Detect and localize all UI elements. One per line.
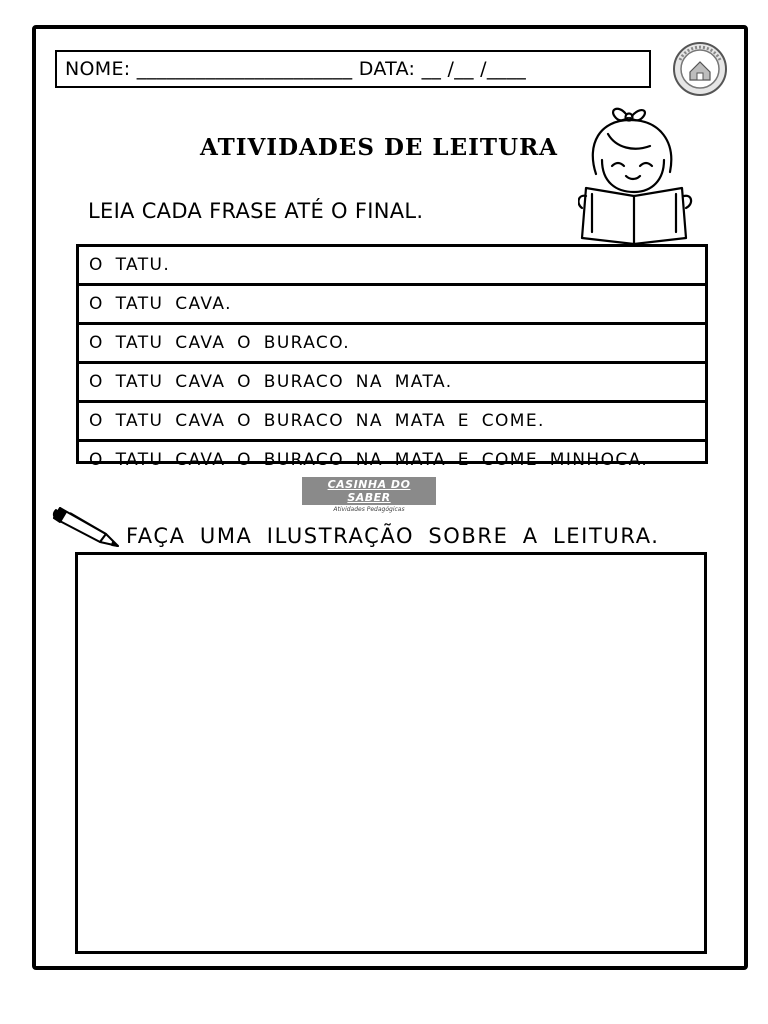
sentence-row: O TATU CAVA O BURACO NA MATA. bbox=[79, 364, 705, 403]
watermark-title: CASINHA DO SABER bbox=[302, 477, 436, 505]
watermark-subtitle: Atividades Pedagógicas bbox=[333, 506, 405, 513]
sentence-row: O TATU CAVA. bbox=[79, 286, 705, 325]
sentence-row: O TATU CAVA O BURACO. bbox=[79, 325, 705, 364]
sentence-row: O TATU. bbox=[79, 247, 705, 286]
illustration-prompt: FAÇA UMA ILUSTRAÇÃO SOBRE A LEITURA. bbox=[126, 524, 660, 548]
reading-girl-icon bbox=[578, 104, 704, 244]
watermark-logo bbox=[302, 477, 436, 513]
page-title: ATIVIDADES DE LEITURA bbox=[200, 134, 559, 161]
house-seal-icon bbox=[666, 40, 734, 98]
name-date-label: NOME: ______________________ DATA: __ /__ /____ bbox=[65, 58, 527, 80]
sentence-table bbox=[76, 244, 708, 470]
instruction-text: LEIA CADA FRASE ATÉ O FINAL. bbox=[88, 199, 424, 223]
sentence-row: O TATU CAVA O BURACO NA MATA E COME MINHOCA. bbox=[89, 450, 649, 470]
sentence-row: O TATU CAVA O BURACO NA MATA E COME. bbox=[79, 403, 705, 442]
name-date-field[interactable] bbox=[55, 50, 651, 88]
illustration-drawing-area[interactable] bbox=[75, 552, 707, 954]
pencil-icon bbox=[50, 500, 122, 548]
